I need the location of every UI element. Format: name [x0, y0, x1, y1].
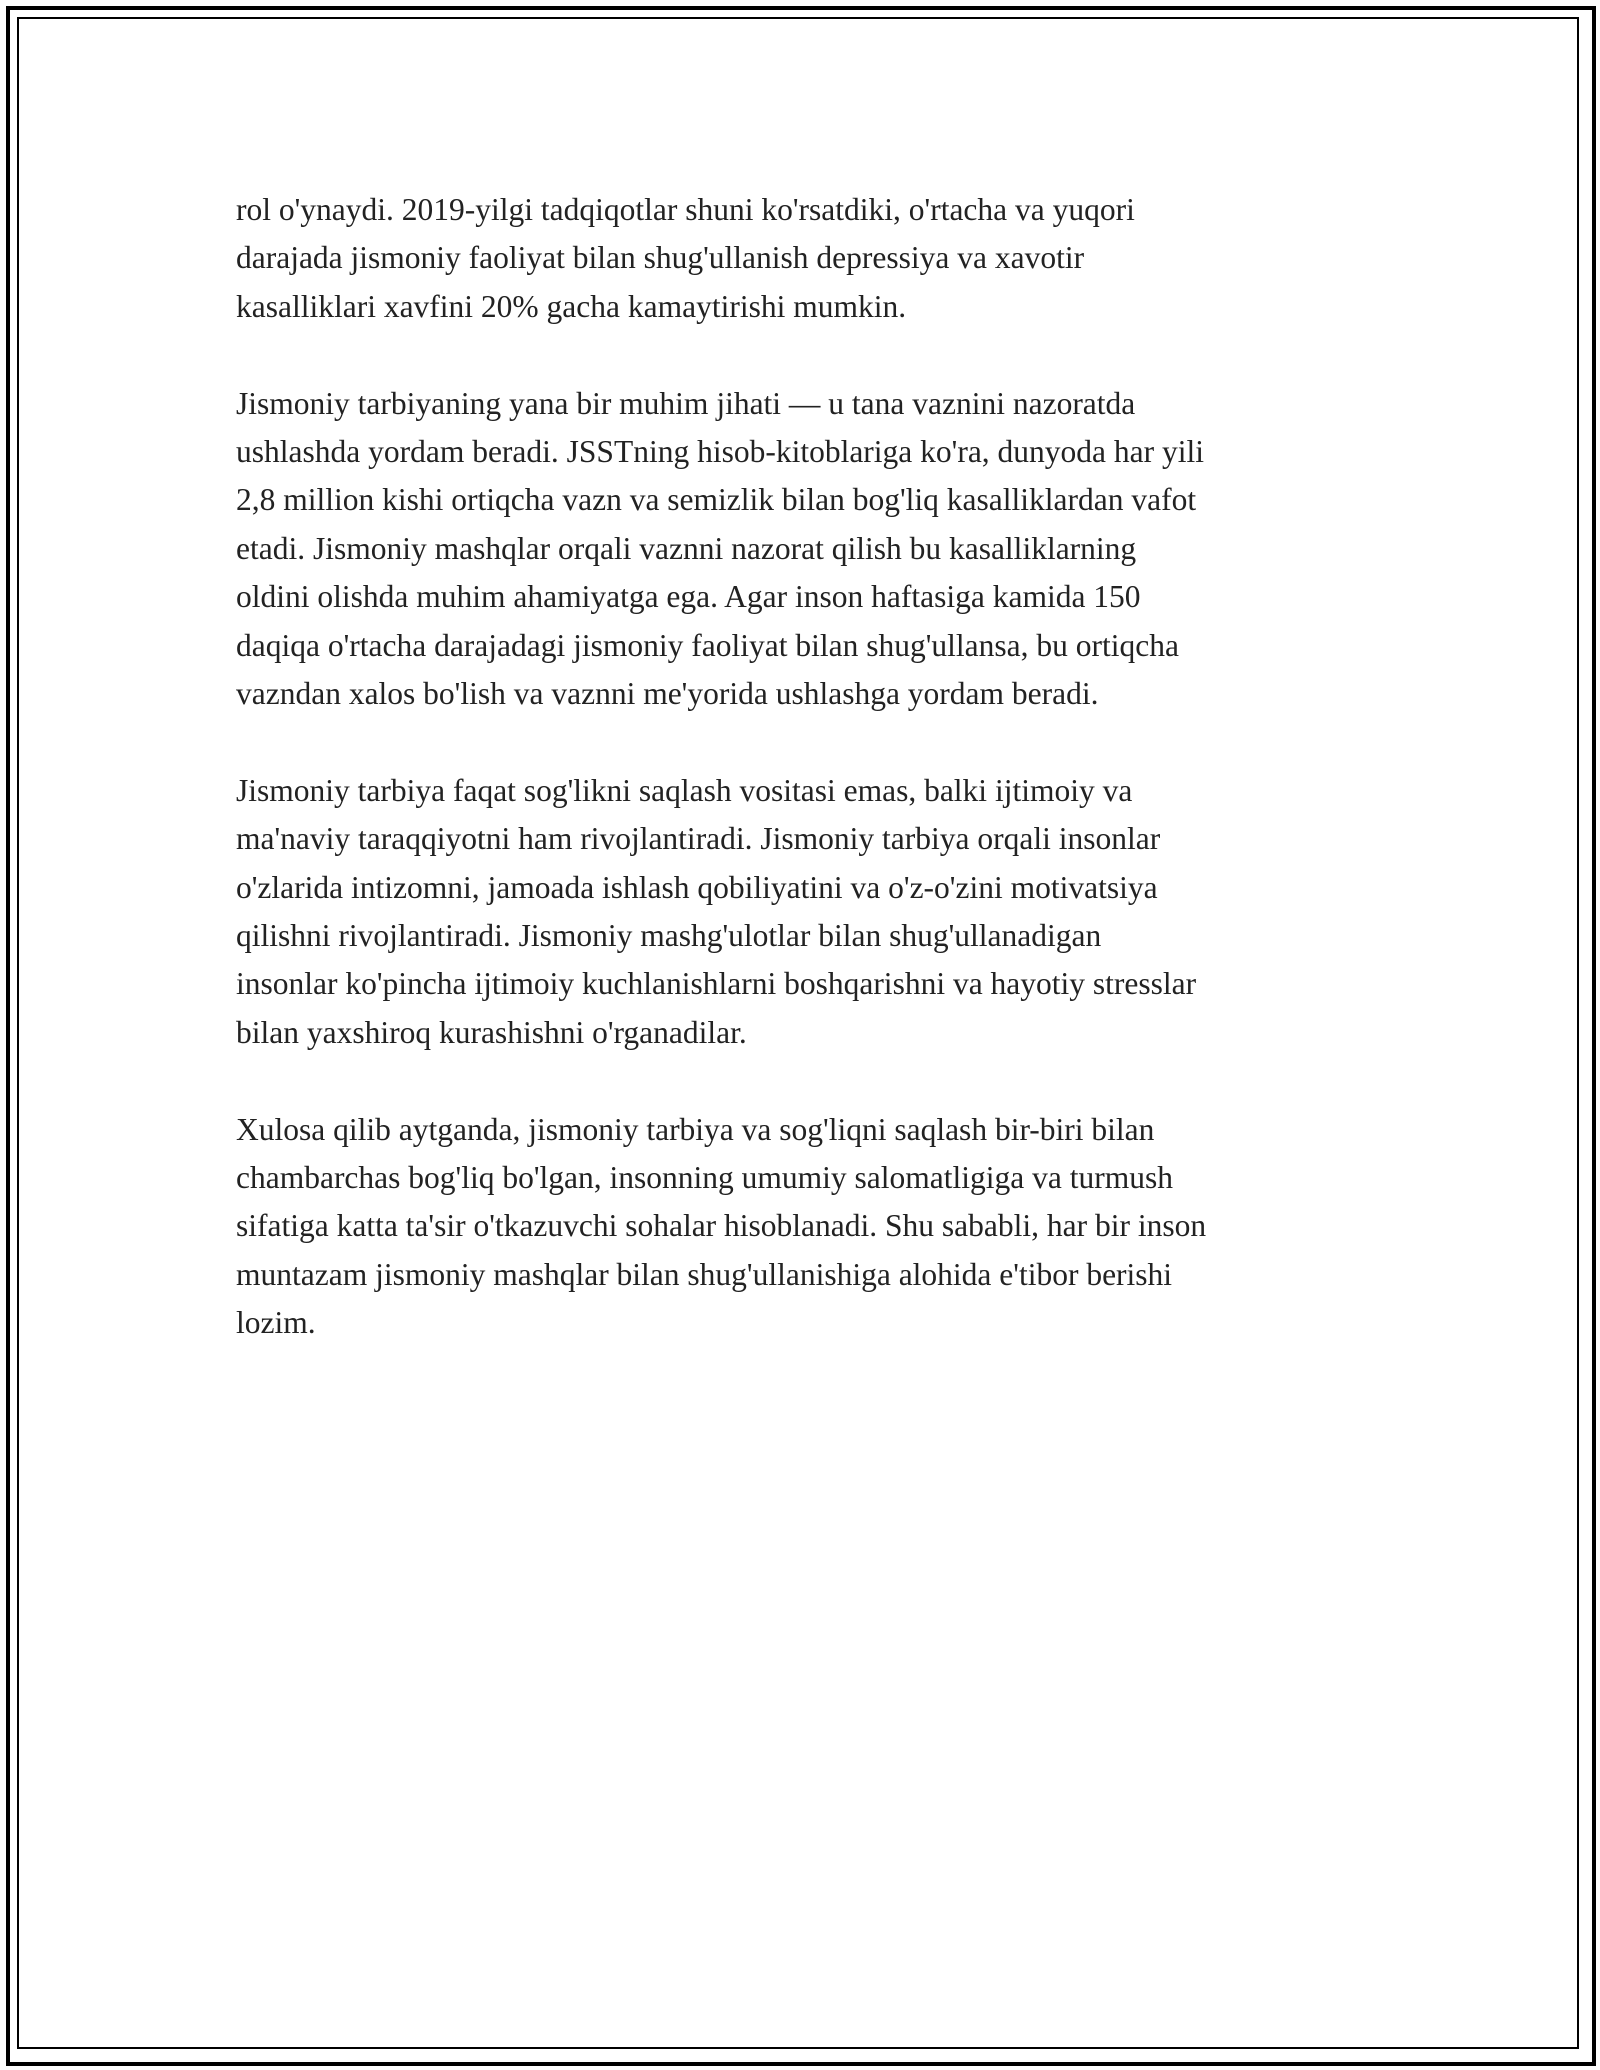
text-line: bilan yaxshiroq kurashishni o'rganadilar. — [236, 1014, 747, 1050]
text-line: darajada jismoniy faoliyat bilan shug'ullanish depressiya va xavotir — [236, 240, 1085, 276]
text-line: oldini olishda muhim ahamiyatga ega. Agar inson haftasiga kamida 150 — [236, 579, 1141, 615]
text-line: sifatiga katta ta'sir o'tkazuvchi sohalar hisoblanadi. Shu sababli, har bir inson — [236, 1208, 1207, 1244]
text-line: muntazam jismoniy mashqlar bilan shug'ullanishiga alohida e'tibor berishi — [236, 1256, 1173, 1292]
text-line: ushlashda yordam beradi. JSSTning hisob-kitoblariga ko'ra, dunyoda har yili — [236, 434, 1205, 470]
text-line: Jismoniy tarbiya faqat sog'likni saqlash vositasi emas, balki ijtimoiy va — [236, 772, 1133, 808]
text-line: etadi. Jismoniy mashqlar orqali vaznni nazorat qilish bu kasalliklarning — [236, 530, 1137, 566]
text-line: o'zlarida intizomni, jamoada ishlash qobiliyatini va o'z-o'zini motivatsiya — [236, 869, 1158, 905]
text-line: daqiqa o'rtacha darajadagi jismoniy faoliyat bilan shug'ullansa, bu ortiqcha — [236, 627, 1179, 663]
paragraph-2 — [236, 380, 1376, 719]
text-line: kasalliklari xavfini 20% gacha kamaytirishi mumkin. — [236, 288, 907, 324]
text-line: Jismoniy tarbiyaning yana bir muhim jihati — u tana vaznini nazoratda — [236, 385, 1136, 421]
text-line: qilishni rivojlantiradi. Jismoniy mashg'ulotlar bilan shug'ullanadigan — [236, 918, 1102, 954]
document-body — [236, 186, 1376, 1396]
text-line: chambarchas bog'liq bo'lgan, insonning umumiy salomatligiga va turmush — [236, 1160, 1173, 1196]
text-line: insonlar ko'pincha ijtimoiy kuchlanishlarni boshqarishni va hayotiy stresslar — [236, 966, 1197, 1002]
paragraph-4 — [236, 1106, 1376, 1348]
text-line: ma'naviy taraqqiyotni ham rivojlantiradi. Jismoniy tarbiya orqali insonlar — [236, 821, 1161, 857]
paragraph-3 — [236, 767, 1376, 1057]
text-line: Xulosa qilib aytganda, jismoniy tarbiya va sog'liqni saqlash bir-biri bilan — [236, 1111, 1155, 1147]
text-line: vazndan xalos bo'lish va vaznni me'yorida ushlashga yordam beradi. — [236, 676, 1099, 712]
paragraph-1 — [236, 186, 1376, 331]
text-line: lozim. — [236, 1305, 316, 1341]
text-line: 2,8 million kishi ortiqcha vazn va semizlik bilan bog'liq kasalliklardan vafot — [236, 482, 1197, 518]
text-line: rol o'ynaydi. 2019-yilgi tadqiqotlar shuni ko'rsatdiki, o'rtacha va yuqori — [236, 192, 1135, 227]
